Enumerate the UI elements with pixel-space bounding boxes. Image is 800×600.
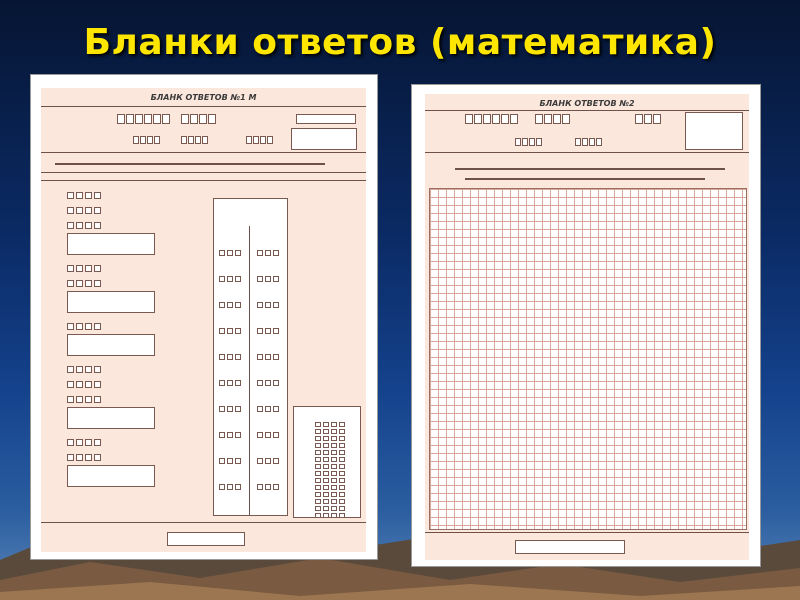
code-cell <box>117 114 125 124</box>
code-cell <box>535 114 543 124</box>
answer-checkbox <box>76 396 83 403</box>
code-cell <box>474 114 482 124</box>
code-cell <box>199 114 207 124</box>
code-cell <box>553 114 561 124</box>
answer-checkbox <box>76 192 83 199</box>
answer-checkbox <box>67 454 74 461</box>
replacement-cell <box>331 422 337 427</box>
replacement-cell <box>339 485 345 490</box>
answer-checkbox <box>67 280 74 287</box>
replacement-cell <box>339 450 345 455</box>
extended-answer-box <box>67 291 155 313</box>
answer-checkbox <box>85 454 92 461</box>
correction-cell <box>235 484 241 490</box>
replacement-cell <box>331 443 337 448</box>
replacement-cell <box>331 450 337 455</box>
correction-cell <box>257 302 263 308</box>
replacement-cell <box>339 464 345 469</box>
replacement-cell <box>331 492 337 497</box>
replacement-cell <box>315 513 321 518</box>
correction-cell <box>235 432 241 438</box>
answer-checkbox <box>76 280 83 287</box>
replacement-cell <box>339 436 345 441</box>
code-cell <box>515 138 521 146</box>
replacement-cell <box>339 443 345 448</box>
extended-answer-box <box>67 334 155 356</box>
answer-checkbox <box>94 454 101 461</box>
answer-checkbox <box>76 323 83 330</box>
replacement-cell <box>331 429 337 434</box>
answer-checkbox <box>67 381 74 388</box>
form-2-title: БЛАНК ОТВЕТОВ №2 <box>539 99 635 108</box>
replacement-cell <box>339 513 345 518</box>
correction-cell <box>273 250 279 256</box>
correction-cell <box>265 380 271 386</box>
code-cell <box>635 114 643 124</box>
code-cell <box>147 136 153 144</box>
correction-cell <box>273 276 279 282</box>
correction-cell <box>235 354 241 360</box>
code-cell <box>575 138 581 146</box>
correction-cell <box>219 406 225 412</box>
code-cell <box>492 114 500 124</box>
answer-checkbox <box>94 265 101 272</box>
code-cell <box>536 138 542 146</box>
code-cell <box>181 114 189 124</box>
code-cell <box>181 136 187 144</box>
replacement-cell <box>315 429 321 434</box>
correction-cell <box>235 380 241 386</box>
replacement-cell <box>339 499 345 504</box>
correction-cell <box>227 328 233 334</box>
code-cell <box>260 136 266 144</box>
code-cell <box>510 114 518 124</box>
replacement-cell <box>323 450 329 455</box>
answer-checkbox <box>94 439 101 446</box>
correction-cell <box>235 328 241 334</box>
correction-cell <box>257 328 263 334</box>
correction-cell <box>257 354 263 360</box>
replacement-cell <box>323 471 329 476</box>
correction-cell <box>219 484 225 490</box>
correction-cell <box>257 432 263 438</box>
code-cell <box>644 114 652 124</box>
correction-cell <box>227 276 233 282</box>
correction-cell <box>265 276 271 282</box>
answer-checkbox <box>85 265 92 272</box>
replacement-cell <box>315 471 321 476</box>
replacement-cell <box>315 492 321 497</box>
answer-checkbox <box>85 323 92 330</box>
correction-cell <box>257 380 263 386</box>
correction-cell <box>219 302 225 308</box>
correction-cell <box>235 250 241 256</box>
code-cell <box>589 138 595 146</box>
code-cell <box>208 114 216 124</box>
replacement-cell <box>315 436 321 441</box>
replacement-cell <box>323 443 329 448</box>
correction-cell <box>265 458 271 464</box>
replacement-cell <box>331 478 337 483</box>
code-cell <box>195 136 201 144</box>
code-cell <box>188 136 194 144</box>
correction-cell <box>227 354 233 360</box>
replacement-cell <box>331 513 337 518</box>
answer-form-2 <box>425 94 749 560</box>
form-2-answer-grid <box>429 188 747 530</box>
answer-checkbox <box>67 366 74 373</box>
code-cell <box>544 114 552 124</box>
answer-checkbox <box>76 439 83 446</box>
answer-checkbox <box>85 396 92 403</box>
correction-cell <box>227 432 233 438</box>
code-cell <box>126 114 134 124</box>
extended-answer-box <box>67 465 155 487</box>
answer-form-1-sheet <box>30 74 378 560</box>
answer-checkbox <box>94 222 101 229</box>
replacement-cell <box>331 436 337 441</box>
replacement-cell <box>323 506 329 511</box>
replacement-cell <box>339 506 345 511</box>
correction-cell <box>265 432 271 438</box>
form-1-title: БЛАНК ОТВЕТОВ №1 М <box>150 93 257 102</box>
slide-title: Бланки ответов (математика) <box>83 22 717 63</box>
answer-checkbox <box>76 454 83 461</box>
replacement-cell <box>331 471 337 476</box>
replacement-cell <box>339 471 345 476</box>
replacement-cell <box>315 506 321 511</box>
answer-checkbox <box>76 222 83 229</box>
correction-cell <box>227 484 233 490</box>
code-cell <box>154 136 160 144</box>
replacement-cell <box>323 492 329 497</box>
answer-checkbox <box>94 207 101 214</box>
form-line <box>455 168 725 170</box>
replacement-cell <box>331 499 337 504</box>
answer-checkbox <box>85 192 92 199</box>
answer-checkbox <box>67 323 74 330</box>
replacement-cell <box>323 499 329 504</box>
correction-cell <box>273 432 279 438</box>
replacement-cell <box>331 485 337 490</box>
code-cell <box>562 114 570 124</box>
correction-cell <box>227 406 233 412</box>
replacement-cell <box>323 485 329 490</box>
correction-cell <box>219 328 225 334</box>
correction-cell <box>273 406 279 412</box>
correction-cell <box>273 380 279 386</box>
correction-cell <box>219 380 225 386</box>
replacement-cell <box>331 457 337 462</box>
replacement-cell <box>315 478 321 483</box>
correction-cell <box>227 250 233 256</box>
extended-answer-box <box>67 233 155 255</box>
correction-cell <box>219 432 225 438</box>
replacement-cell <box>315 422 321 427</box>
correction-cell <box>257 250 263 256</box>
answer-checkbox <box>67 207 74 214</box>
extended-answer-box <box>67 407 155 429</box>
answer-checkbox <box>67 222 74 229</box>
correction-cell <box>257 276 263 282</box>
replacement-cell <box>339 478 345 483</box>
correction-cell <box>227 302 233 308</box>
signature-area <box>685 112 743 150</box>
code-cell <box>582 138 588 146</box>
replacement-cell <box>339 457 345 462</box>
replacement-cell <box>315 443 321 448</box>
correction-cell <box>273 328 279 334</box>
signature-area <box>291 128 357 150</box>
answer-checkbox <box>85 280 92 287</box>
replacement-cell <box>323 478 329 483</box>
code-cell <box>162 114 170 124</box>
code-cell <box>202 136 208 144</box>
replacement-cell <box>339 492 345 497</box>
correction-cell <box>219 250 225 256</box>
code-cell <box>153 114 161 124</box>
correction-cell <box>265 328 271 334</box>
code-cell <box>529 138 535 146</box>
answer-checkbox <box>67 265 74 272</box>
answer-checkbox <box>94 192 101 199</box>
replacement-cell <box>315 485 321 490</box>
answer-checkbox <box>67 192 74 199</box>
code-cell <box>267 136 273 144</box>
correction-cell <box>219 354 225 360</box>
replacement-cell <box>315 464 321 469</box>
answer-checkbox <box>76 381 83 388</box>
answer-checkbox <box>67 396 74 403</box>
form-line <box>249 226 250 516</box>
correction-cell <box>273 302 279 308</box>
answer-checkbox <box>67 439 74 446</box>
correction-cell <box>257 484 263 490</box>
correction-cell <box>235 276 241 282</box>
answer-checkbox <box>76 366 83 373</box>
correction-cell <box>227 458 233 464</box>
answer-checkbox <box>94 381 101 388</box>
answer-checkbox <box>94 366 101 373</box>
correction-cell <box>273 354 279 360</box>
answer-checkbox <box>94 396 101 403</box>
replacement-cell <box>323 436 329 441</box>
code-cell <box>135 114 143 124</box>
form-2-signature-box <box>515 540 625 554</box>
answer-checkbox <box>76 265 83 272</box>
correction-cell <box>265 354 271 360</box>
correction-cell <box>273 458 279 464</box>
replacement-cell <box>323 457 329 462</box>
replacement-cell <box>323 422 329 427</box>
form-line <box>465 178 705 180</box>
replacement-cell <box>339 429 345 434</box>
replacement-cell <box>315 457 321 462</box>
correction-cell <box>219 276 225 282</box>
answer-checkbox <box>94 323 101 330</box>
replacement-cell <box>331 464 337 469</box>
code-cell <box>483 114 491 124</box>
code-cell <box>190 114 198 124</box>
answer-checkbox <box>85 381 92 388</box>
correction-cell <box>273 484 279 490</box>
replacement-cell <box>315 499 321 504</box>
correction-cell <box>265 406 271 412</box>
code-cell <box>596 138 602 146</box>
form-line <box>55 163 325 165</box>
correction-cell <box>265 484 271 490</box>
answer-checkbox <box>85 207 92 214</box>
correction-cell <box>257 406 263 412</box>
correction-cell <box>265 250 271 256</box>
code-cell <box>140 136 146 144</box>
answer-checkbox <box>85 222 92 229</box>
answer-form-2-sheet <box>411 84 761 567</box>
correction-cell <box>219 458 225 464</box>
replacement-cell <box>315 450 321 455</box>
replacement-cell <box>323 464 329 469</box>
answer-checkbox <box>76 207 83 214</box>
replacement-cell <box>323 513 329 518</box>
answer-form-1 <box>41 88 366 552</box>
correction-cell <box>257 458 263 464</box>
replacement-cell <box>339 422 345 427</box>
correction-cell <box>235 302 241 308</box>
date-box <box>296 114 356 124</box>
answer-checkbox <box>85 439 92 446</box>
correction-cell <box>265 302 271 308</box>
answer-checkbox <box>94 280 101 287</box>
code-cell <box>133 136 139 144</box>
code-cell <box>253 136 259 144</box>
code-cell <box>653 114 661 124</box>
correction-cell <box>227 380 233 386</box>
code-cell <box>522 138 528 146</box>
answer-checkbox <box>85 366 92 373</box>
correction-cell <box>235 458 241 464</box>
code-cell <box>144 114 152 124</box>
correction-cell <box>235 406 241 412</box>
replacement-cell <box>331 506 337 511</box>
code-cell <box>465 114 473 124</box>
replacement-cell <box>323 429 329 434</box>
form-1-signature-box <box>167 532 245 546</box>
code-cell <box>501 114 509 124</box>
code-cell <box>246 136 252 144</box>
